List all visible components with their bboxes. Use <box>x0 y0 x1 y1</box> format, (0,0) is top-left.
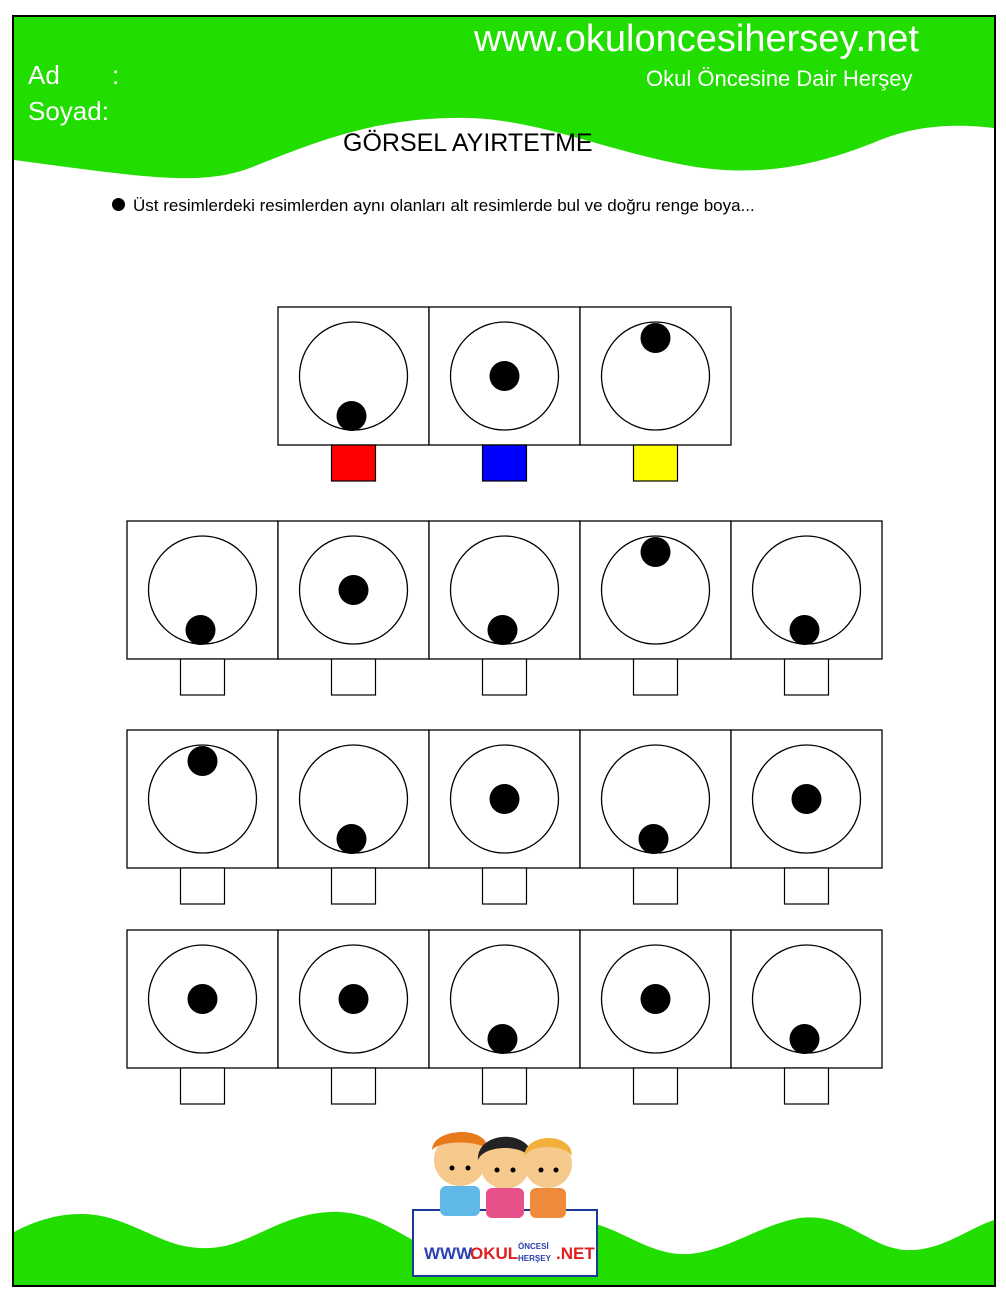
logo-okul: OKUL <box>470 1244 519 1263</box>
logo-net: .NET <box>556 1244 595 1263</box>
name-colon: : <box>112 60 120 90</box>
site-url: www.okuloncesihersey.net <box>474 18 919 60</box>
logo-hersey: HERŞEY <box>518 1254 551 1263</box>
surname-label: Soyad: <box>28 96 109 126</box>
instruction <box>112 196 755 216</box>
bullet-icon <box>112 198 125 211</box>
site-tagline: Okul Öncesine Dair Herşey <box>646 66 913 91</box>
logo-oncesi: ÖNCESİ <box>518 1242 549 1251</box>
instruction-text: Üst resimlerdeki resimlerden aynı olanları alt resimlerde bul ve doğru renge boya... <box>133 196 755 215</box>
name-label: Ad <box>28 60 60 90</box>
worksheet-title: GÖRSEL AYIRTETME <box>343 129 593 157</box>
logo-www: WWW. <box>424 1244 476 1263</box>
